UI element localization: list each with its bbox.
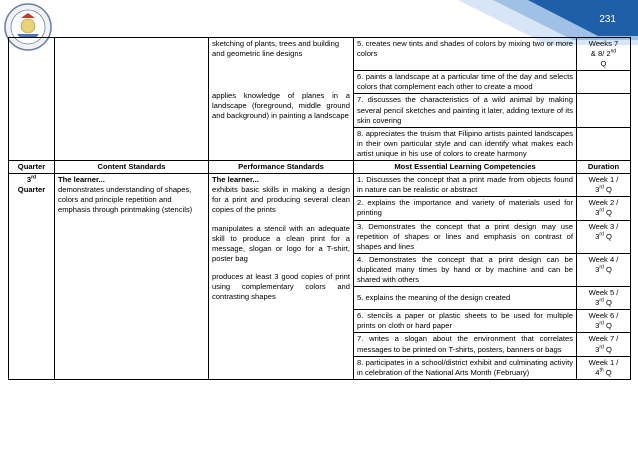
content-body: demonstrates understanding of shapes, colors and principle repetition and emphasis through printmaking (stencils)	[58, 185, 193, 215]
competency-cell: 2. explains the importance and variety of materials used for printing	[354, 197, 577, 220]
competency-cell: 7. discusses the characteristics of a wild animal by making several pencil sketches and painting it later, adding texture of its skin covering	[354, 94, 577, 127]
performance-standards-cell	[209, 174, 354, 380]
performance-text: manipulates a stencil with an adequate skill to produce a clean print for a message, slogan or logo for a T-shirt, poster bag	[212, 223, 350, 263]
duration-cell: Week 1 / 3rd Q	[577, 174, 631, 197]
quarter-cell: 3rd Quarter	[9, 174, 55, 380]
duration-cell: Week 4 / 3rd Q	[577, 253, 631, 286]
duration-cell: Week 6 / 3rd Q	[577, 310, 631, 333]
duration-cell	[577, 127, 631, 160]
duration-cell	[577, 94, 631, 127]
duration-cell: Week 7 / 3rd Q	[577, 333, 631, 356]
performance-text: exhibits basic skills in making a design for a print and producing several clean copies of the prints	[212, 185, 350, 215]
duration-cell: Week 1 / 4th Q	[577, 356, 631, 379]
performance-text: produces at least 3 good copies of print using complementary colors and contrasting shapes	[212, 271, 350, 302]
page-number: 231	[599, 14, 616, 25]
competency-cell: 5. explains the meaning of the design created	[354, 287, 577, 310]
duration-cell	[577, 71, 631, 94]
duration-cell: Week 5 / 3rd Q	[577, 287, 631, 310]
quarter-cell-continued	[9, 38, 55, 161]
duration-cell: Week 3 / 3rd Q	[577, 220, 631, 253]
content-standards-cell	[55, 174, 209, 380]
header-performance-standards: Performance Standards	[209, 161, 354, 174]
competency-cell: 6. stencils a paper or plastic sheets to be used for multiple prints on cloth or hard paper	[354, 310, 577, 333]
competency-cell: 8. appreciates the truism that Filipino artists painted landscapes in their own particular style and can identify what makes each artist unique in his use of colors to create harmony	[354, 127, 577, 160]
competency-cell: 3. Demonstrates the concept that a print design may use repetition of shapes or lines and emphasis on contrast of shapes and lines	[354, 220, 577, 253]
competency-cell: 1. Discusses the concept that a print made from objects found in nature can be realistic or abstract	[354, 174, 577, 197]
header-duration: Duration	[577, 161, 631, 174]
competency-cell: 4. Demonstrates the concept that a print design can be duplicated many times by hand or by machine and can be shared with others	[354, 253, 577, 286]
content-lead: The learner...	[58, 175, 105, 185]
competency-cell: 7. writes a slogan about the environment that correlates messages to be printed on T-shirts, posters, banners or bags	[354, 333, 577, 356]
duration-cell: Weeks 7 & 8/ 2nd Q	[577, 38, 631, 71]
performance-text: applies knowledge of planes in a landscape (foreground, middle ground and background) in painting a landscape	[212, 91, 350, 121]
duration-cell: Week 2 / 3rd Q	[577, 197, 631, 220]
performance-text: sketching of plants, trees and building and geometric line designs	[212, 39, 340, 59]
performance-lead: The learner...	[212, 175, 259, 185]
table-header-row	[9, 161, 631, 174]
header-competencies: Most Essential Learning Competencies	[354, 161, 577, 174]
table-row	[9, 38, 631, 71]
curriculum-table	[8, 37, 631, 380]
competency-cell: 6. paints a landscape at a particular time of the day and selects colors that complement each other to create a mood	[354, 71, 577, 94]
table-row	[9, 174, 631, 197]
competency-cell: 5. creates new tints and shades of colors by mixing two or more colors	[354, 38, 577, 71]
performance-standards-cell-continued	[209, 38, 354, 161]
header-quarter: Quarter	[9, 161, 55, 174]
competency-cell: 8. participates in a school/district exhibit and culminating activity in celebration of the National Arts Month (February)	[354, 356, 577, 379]
content-standards-cell-continued	[55, 38, 209, 161]
header-content-standards: Content Standards	[55, 161, 209, 174]
